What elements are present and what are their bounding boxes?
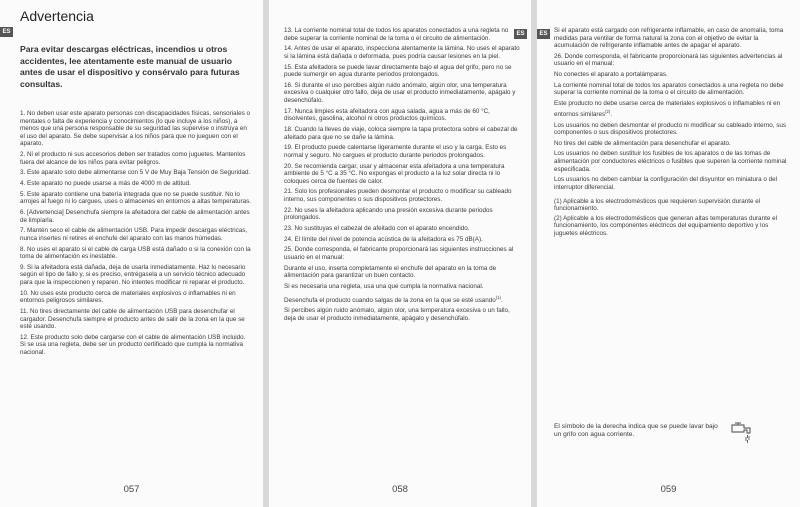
warning-item: 15. Esta afeitadora se puede lavar directamente bajo el agua del grifo, pero no se puede sumergir en agua durante periodos prolongados. bbox=[284, 63, 512, 79]
warning-item: 22. No uses la afeitadora aplicando una presión excesiva durante periodos prolongados. bbox=[284, 206, 493, 222]
footnote: (2) Aplicable a los electrodomésticos que generan altas temperaturas durante el funcionamiento, los componentes eléctricos del equipamiento deportivo y los juguetes eléctricos. bbox=[554, 214, 777, 237]
warnings-list-3 bbox=[554, 27, 789, 241]
symbol-description: El símbolo de la derecha indica que se puede lavar bajo un grifo con agua corriente. bbox=[554, 423, 718, 439]
instruction-item: Si percibes algún ruido anómalo, algún olor, una temperatura excesiva o un fallo, deja de usar el producto inmediatamente, apágalo y desenchúfalo. bbox=[284, 307, 510, 322]
instruction-item: Si es necesaria una regleta, usa una que cumpla la normativa nacional. bbox=[284, 282, 484, 290]
warning-item: 2. Ni el producto ni sus accesorios deben ser tratados como juguetes. Mantenlos fuera del alcance de los niños para evitar peligros. bbox=[20, 151, 246, 166]
instruction-item: Desenchufa el producto cuando salgas de la zona en la que se esté usando$^{(1)}$. bbox=[284, 294, 503, 304]
warning-item: 17. Nunca limpies esta afeitadora con agua salada, agua a más de 60 °C, disolventes, gasolina, alcohol ni otros productos químicos. bbox=[284, 107, 490, 123]
warning-item: 23. No sustituyas el cabezal de afeitado con el aparato encendido. bbox=[284, 225, 470, 232]
warning-item: 10. No uses este producto cerca de materiales explosivos o inflamables ni en entornos peligrosos similares. bbox=[20, 289, 236, 305]
instruction-item: Durante el uso, inserta completamente el enchufe del aparato en la toma de alimentación para garantizar un buen contacto. bbox=[284, 264, 497, 280]
page-059 bbox=[537, 0, 800, 507]
page-title: Advertencia bbox=[20, 8, 94, 24]
warning-item: 12. Este producto solo debe cargarse con el cable de alimentación USB incluido. Si se usa una regleta, debe ser un producto certificado que cumpla la normativa nacional. bbox=[20, 333, 246, 357]
footnote-ref: (1) bbox=[495, 294, 501, 300]
instruction-item: Los usuarios no deben sustituir los fusibles de los aparatos o de las tomas de alimentación por conductores eléctricos o fusibles que superen la corriente nominal especificada. bbox=[554, 150, 787, 173]
instruction-item: No tires del cable de alimentación para desenchufar el aparato. bbox=[554, 139, 731, 147]
warning-item: 24. El límite del nivel de potencia acústica de la afeitadora es 75 dB(A). bbox=[284, 235, 483, 243]
warnings-list-1 bbox=[20, 110, 252, 360]
warning-item: 26. Donde corresponda, el fabricante proporcionará las siguientes advertencias al usuario en el manual: bbox=[554, 52, 783, 68]
instruction-item: Este producto no debe usarse cerca de materiales explosivos o inflamables ni en entornos similares$^{(2)}$. bbox=[554, 100, 781, 118]
warning-item: 14. Antes de usar el aparato, inspecciona atentamente la lámina. No uses el aparato si la lámina está dañada o deformada, pues podría causar lesiones en la piel. bbox=[284, 45, 520, 60]
language-badge: ES bbox=[537, 29, 550, 39]
warning-item: 20. Se recomienda cargar, usar y almacenar esta afeitadora a una temperatura ambiente de 5 °C a 35 °C. No expongas el producto a la luz solar directa ni lo coloques cerca de fuentes de calor. bbox=[284, 162, 505, 185]
language-badge: ES bbox=[514, 29, 527, 39]
page-058 bbox=[269, 0, 531, 507]
page-number: 058 bbox=[392, 484, 408, 495]
warning-item: 4. Este aparato no puede usarse a más de 4000 m de altitud. bbox=[20, 180, 191, 188]
warning-lead: Para evitar descargas eléctricas, incendios u otros accidentes, lee atentamente este manual de usuario antes de usar el dispositivo y consérvalo para futuras consultas. bbox=[20, 44, 240, 89]
warning-item: 18. Cuando la lleves de viaje, coloca siempre la tapa protectora sobre el cabezal de afeitado para que no se dañe la lámina. bbox=[284, 126, 518, 141]
page-number: 057 bbox=[123, 484, 140, 495]
instruction-item: No conectes el aparato a portalámparas. bbox=[554, 71, 668, 79]
page-number: 059 bbox=[660, 484, 677, 495]
warning-item: 9. Si la afeitadora está dañada, deja de usarla inmediatamente. Haz lo necesario según el tipo de fallo y, si es preciso, entrégasela a un servicio técnico adecuado para que la inspeccionen y reparen. No intentes modificar ni reparar el producto. bbox=[20, 263, 246, 287]
warning-item: 11. No tires directamente del cable de alimentación USB para desenchufar el cargador. Desenchufa siempre el producto antes de salir de la zona en la que se esté usando. bbox=[20, 308, 245, 331]
instruction-item: Los usuarios no deben cambiar la configuración del disyuntor en miniatura o del interruptor diferencial. bbox=[554, 176, 777, 191]
warning-item: 8. No uses el aparato si el cable de carga USB está dañado o si la conexión con la toma de alimentación es inestable. bbox=[20, 245, 251, 261]
warning-item: 1. No deben usar este aparato personas con discapacidades físicas, sensoriales o mentales o falta de experiencia y conocimientos (lo que incluye a los niños), a menos que una persona responsable de su seguridad las supervise o instruya en el uso del aparato. Se debe supervisar a los niños para que no jueguen con el aparato. bbox=[20, 110, 250, 148]
footnote-ref: (2) bbox=[605, 108, 611, 114]
warning-item: 3. Este aparato solo debe alimentarse con 5 V de Muy Baja Tensión de Seguridad. bbox=[20, 169, 251, 177]
language-badge: ES bbox=[0, 27, 13, 37]
warning-item: 21. Solo los profesionales pueden desmontar el producto o modificar su cableado interno, sus componentes o sus dispositivos protectores. bbox=[284, 188, 512, 204]
page-057 bbox=[0, 0, 263, 507]
footnote: (1) Aplicable a los electrodomésticos que requieren supervisión durante el funcionamiento. bbox=[554, 197, 761, 213]
warning-item: 5. Este aparato contiene una batería integrada que no se puede sustituir. No lo arrojes al fuego ni lo cargues, uses o almacenes en entornos a altas temperaturas. bbox=[20, 190, 252, 206]
warning-item: 7. Mantén seco el cable de alimentación USB. Para impedir descargas eléctricas, nunca insertes ni retires el enchufe del aparato con las manos húmedas. bbox=[20, 227, 248, 242]
warning-item: 25. Donde corresponda, el fabricante proporcionará las siguientes instrucciones al usuario en el manual: bbox=[284, 246, 514, 261]
warning-item: 16. Si durante el uso percibes algún ruido anómalo, algún olor, una temperatura excesiva o cualquier otro fallo, deja de usar el producto inmediatamente, apágalo y desenchúfalo. bbox=[284, 81, 516, 105]
warning-item: 13. La corriente nominal total de todos los aparatos conectados a una regleta no debe superar la corriente nominal de la toma o el circuito de alimentación. bbox=[284, 27, 509, 42]
warning-item: 6. [Advertencia] Desenchufa siempre la afeitadora del cable de alimentación antes de limpiarla. bbox=[20, 209, 250, 224]
instruction-item: La corriente nominal total de todos los aparatos conectados a una regleta no debe superar la corriente nominal de la toma o el circuito de alimentación. bbox=[554, 81, 784, 97]
instruction-item: Los usuarios no deben desmontar el producto ni modificar su cableado interno, sus componentes o sus dispositivos protectores. bbox=[554, 121, 787, 137]
warning-item: 19. El producto puede calentarse ligeramente durante el uso y la carga. Esto es normal y seguro. No cargues el producto durante periodos prolongados. bbox=[284, 144, 507, 159]
tap-water-icon bbox=[730, 422, 754, 448]
warnings-list-2 bbox=[284, 27, 521, 326]
instruction-item: Si el aparato está cargado con refrigerante inflamable, en caso de anomalía, toma medidas para ventilar de forma natural la zona con el objetivo de evitar la acumulación de refrigerante inflamable antes de apagar el aparato. bbox=[554, 27, 784, 50]
